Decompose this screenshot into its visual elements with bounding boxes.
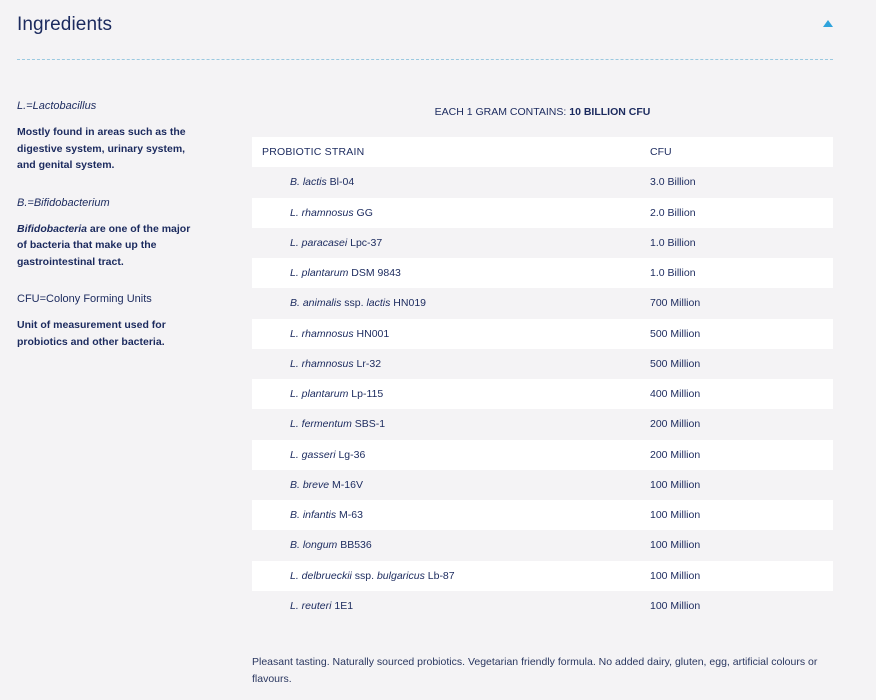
strain-code: Lpc-37 [347, 236, 383, 249]
strain-cell [290, 591, 353, 621]
abbreviation-label: CFU=Colony Forming Units [17, 293, 152, 305]
strain-cell [290, 440, 365, 470]
contains-summary [252, 106, 833, 118]
strain-code: Lb-87 [424, 569, 455, 582]
table-row [252, 167, 833, 197]
species-name: L. rhamnosus [290, 206, 354, 219]
strain-code: Lp-115 [348, 388, 384, 400]
species-name: B. lactis [290, 176, 327, 189]
cfu-cell: 2.0 Billion [650, 206, 696, 219]
species-name: L. fermentum [290, 418, 352, 431]
strain-cell [290, 349, 381, 379]
collapse-triangle-icon[interactable] [823, 20, 833, 27]
strain-cell [290, 379, 383, 409]
definition-lactobacillus [17, 99, 197, 174]
strain-code: HN019 [390, 297, 426, 310]
species-name: B. longum [290, 539, 338, 552]
cfu-cell: 100 Million [650, 539, 701, 552]
table-row [252, 198, 833, 228]
species-name: B. infantis [290, 509, 337, 521]
column-header-cfu: CFU [650, 146, 672, 158]
table-row [252, 440, 833, 470]
definition-bifidobacterium [17, 196, 197, 271]
species-name: L. gasseri [290, 448, 336, 461]
cfu-cell: 500 Million [650, 327, 701, 340]
dashed-divider [17, 59, 833, 60]
definition-rest: are one of the major of bacteria that make up the gastrointestinal tract. [17, 222, 191, 268]
strain-cell [290, 530, 372, 560]
cfu-cell: 100 Million [650, 569, 701, 582]
subspecies-marker: ssp. [351, 569, 377, 582]
table-row [252, 258, 833, 288]
table-row [252, 470, 833, 500]
strain-cell [290, 319, 389, 349]
ingredients-header[interactable] [17, 14, 833, 42]
table-row [252, 561, 833, 591]
species-name: L. plantarum [290, 388, 349, 400]
cfu-cell: 200 Million [650, 448, 701, 461]
cfu-cell: 400 Million [650, 388, 701, 400]
cfu-cell: 100 Million [650, 509, 701, 521]
section-title: Ingredients [17, 14, 113, 35]
strain-code: BB536 [337, 539, 372, 552]
table-row [252, 228, 833, 258]
subspecies-marker: ssp. [341, 297, 367, 310]
strain-cell [290, 288, 426, 318]
strain-cell [290, 258, 401, 288]
species-name: B. breve [290, 478, 330, 491]
abbreviation-label: B.=Bifidobacterium [17, 196, 110, 209]
species-name: L. delbrueckii [290, 569, 352, 582]
strain-code: DSM 9843 [348, 267, 401, 279]
species-name: L. rhamnosus [290, 357, 354, 370]
cfu-cell: 1.0 Billion [650, 267, 696, 279]
strain-code: Lr-32 [353, 357, 382, 370]
strain-code: Bl-04 [326, 176, 355, 189]
column-header-strain: PROBIOTIC STRAIN [262, 146, 365, 158]
definition-text [17, 221, 197, 271]
product-notes: Pleasant tasting. Naturally sourced probiotics. Vegetarian friendly formula. No added dairy, gluten, egg, artificial colours or flavours. [252, 656, 818, 685]
cfu-cell: 100 Million [650, 478, 701, 491]
cfu-cell: 1.0 Billion [650, 236, 696, 249]
table-row [252, 409, 833, 439]
cfu-cell: 100 Million [650, 599, 701, 612]
table-header-row [252, 137, 833, 167]
contains-prefix: EACH 1 GRAM CONTAINS: [434, 106, 570, 118]
species-name: L. reuteri [290, 599, 332, 612]
strain-cell [290, 561, 455, 591]
contains-value: 10 BILLION CFU [569, 106, 651, 118]
strain-cell [290, 409, 385, 439]
definition-text: Unit of measurement used for probiotics and other bacteria. [17, 319, 166, 348]
table-row [252, 349, 833, 379]
table-row [252, 379, 833, 409]
abbreviations-panel [17, 99, 197, 372]
strain-cell [290, 470, 363, 500]
species-name: L. paracasei [290, 236, 348, 249]
strain-code: SBS-1 [351, 418, 386, 431]
cfu-cell: 700 Million [650, 297, 701, 310]
strain-code: Lg-36 [335, 448, 366, 461]
table-row [252, 500, 833, 530]
strain-code: HN001 [353, 327, 390, 340]
species-name: B. animalis [290, 297, 342, 310]
table-row [252, 530, 833, 560]
strain-cell [290, 500, 363, 530]
cfu-cell: 200 Million [650, 418, 701, 431]
abbreviation-label: L.=Lactobacillus [17, 100, 97, 112]
strain-code: GG [353, 206, 373, 219]
cfu-cell: 3.0 Billion [650, 176, 696, 189]
strain-cell [290, 228, 382, 258]
probiotic-strain-table [252, 137, 833, 621]
table-row [252, 591, 833, 621]
species-name: L. plantarum [290, 267, 349, 279]
subspecies-name: bulgaricus [376, 569, 425, 582]
strain-cell [290, 167, 354, 197]
definition-emphasis: Bifidobacteria [17, 222, 88, 235]
species-name: L. rhamnosus [290, 327, 354, 340]
strain-code: M-63 [336, 509, 363, 521]
definition-text: Mostly found in areas such as the digestive system, urinary system, and genital system. [17, 126, 186, 171]
cfu-cell: 500 Million [650, 357, 701, 370]
strain-cell [290, 198, 373, 228]
table-row [252, 319, 833, 349]
table-row [252, 288, 833, 318]
strain-code: 1E1 [331, 599, 354, 612]
definition-cfu [17, 292, 197, 350]
strain-code: M-16V [329, 478, 363, 491]
subspecies-name: lactis [366, 297, 391, 310]
